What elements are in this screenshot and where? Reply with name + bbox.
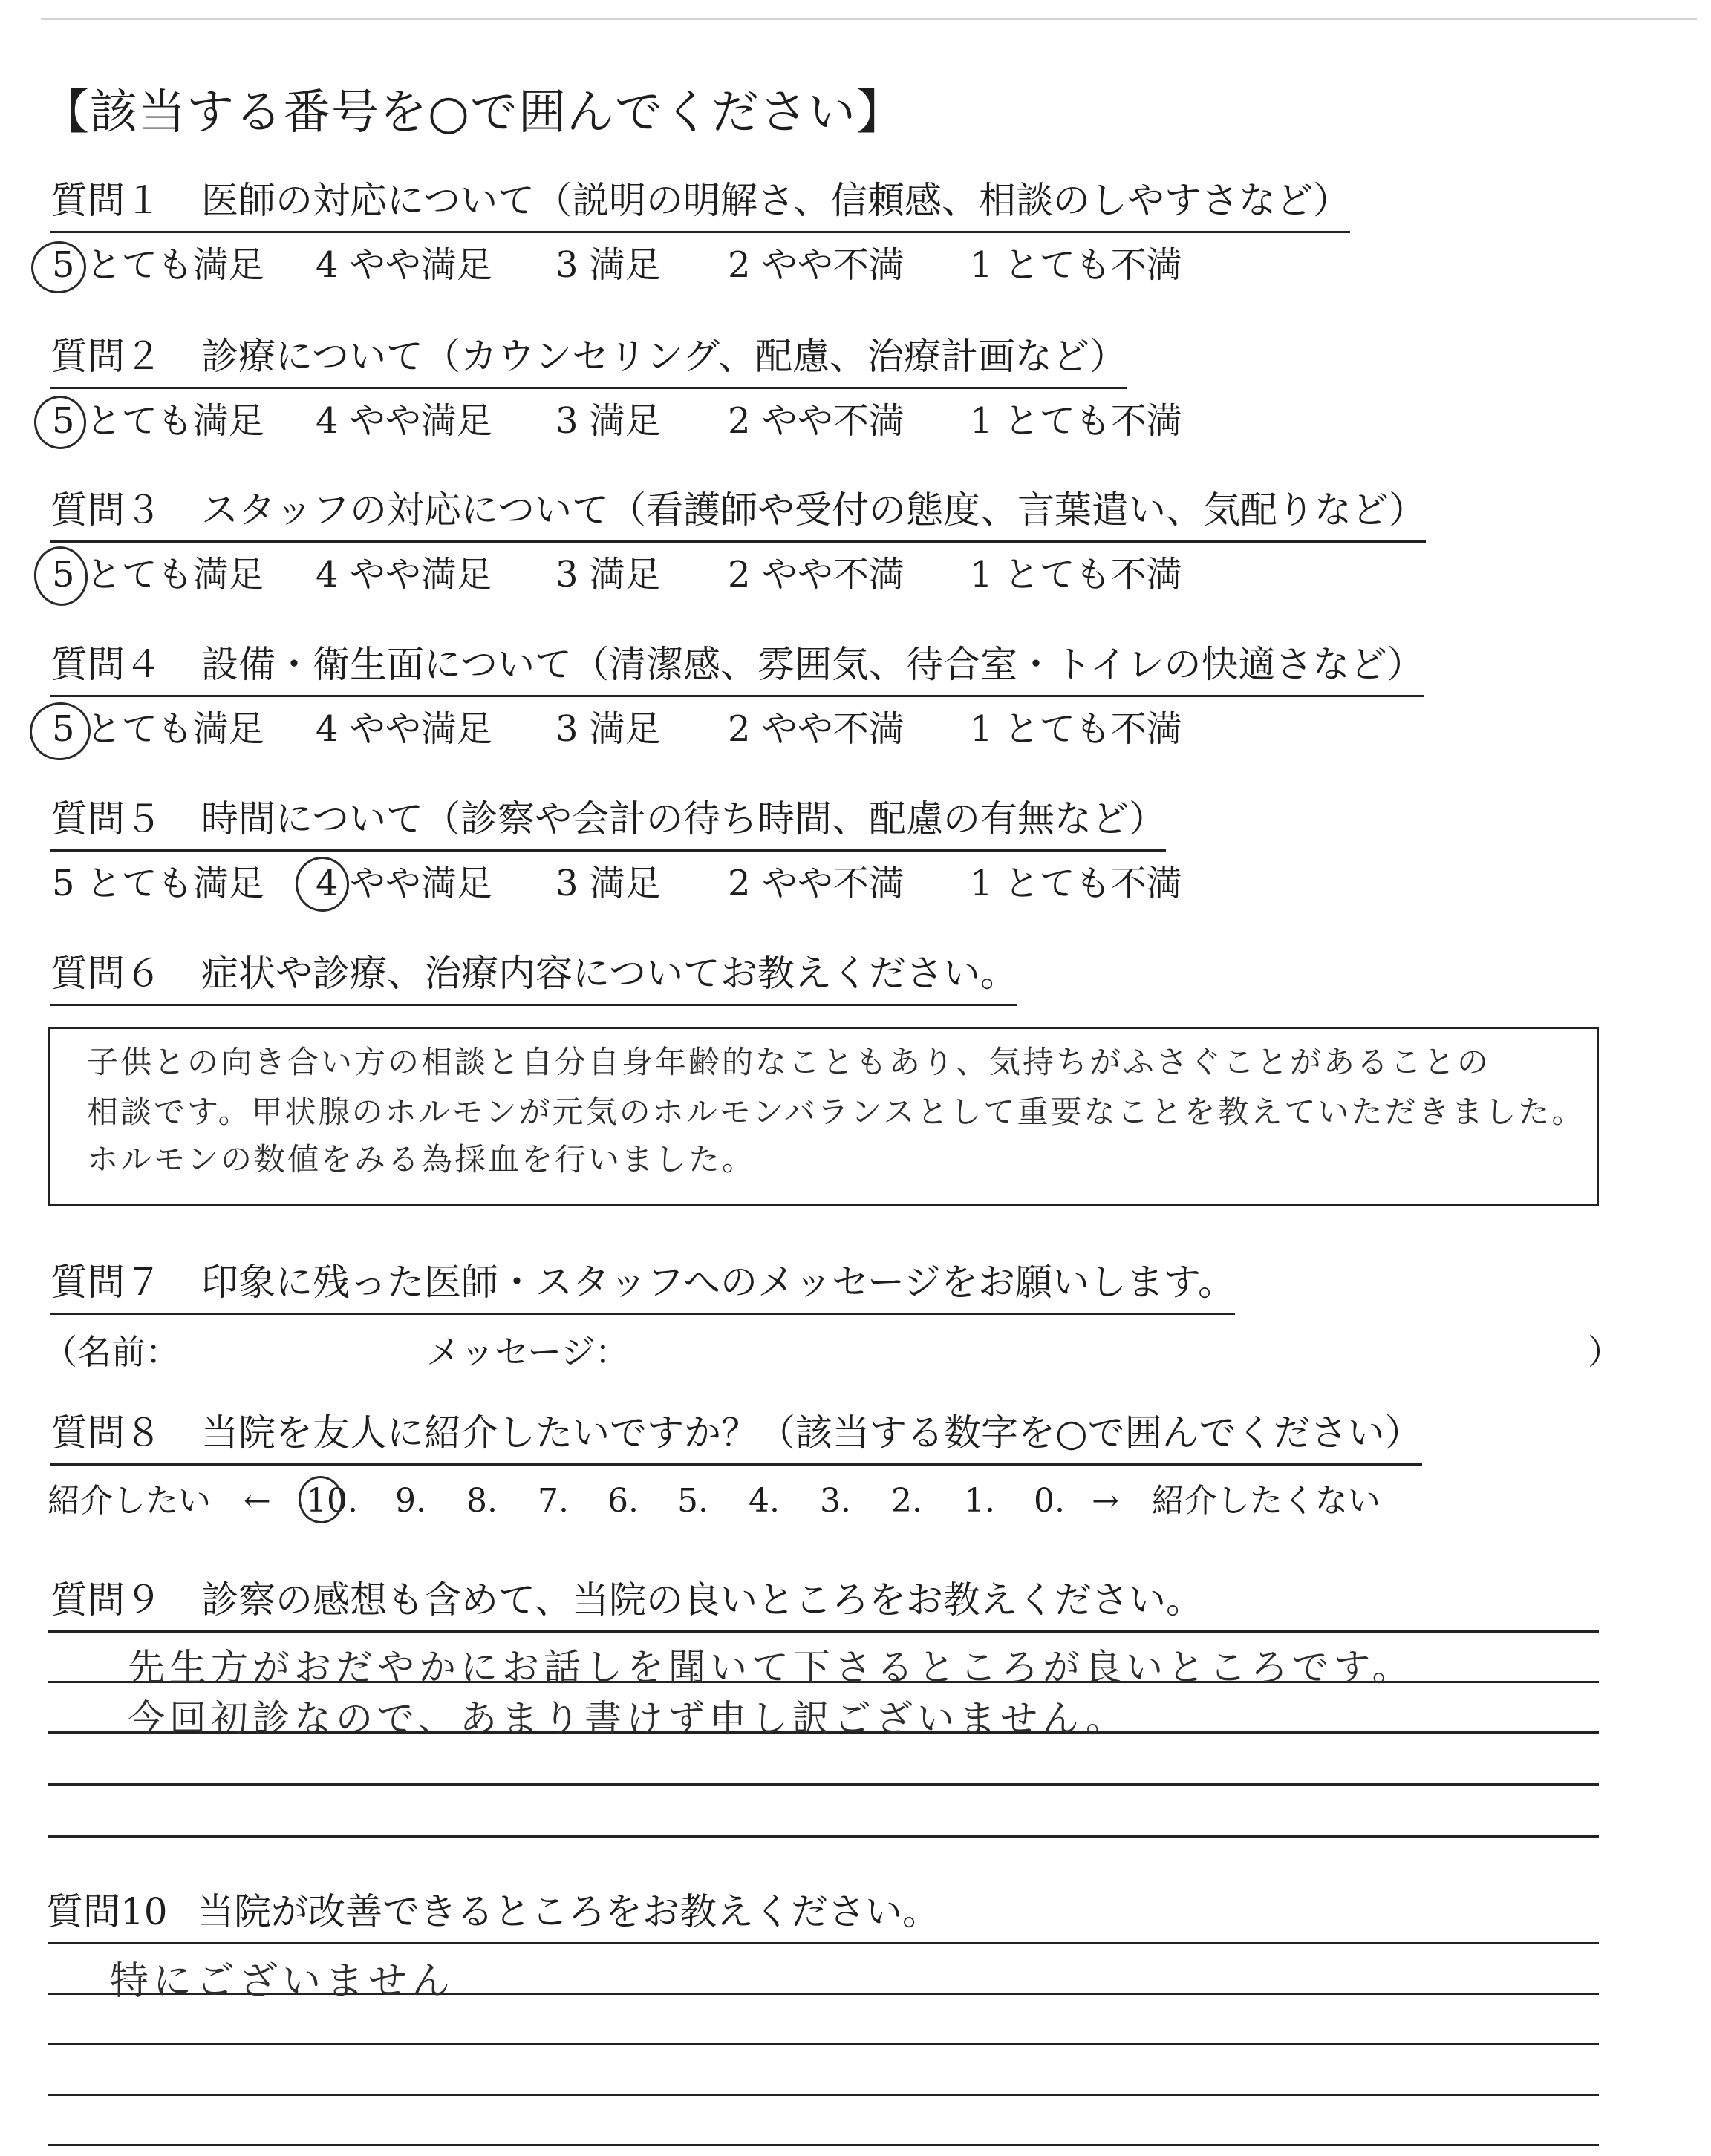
question-1-heading	[50, 174, 1350, 233]
question-7-text: 印象に残った医師・スタッフへのメッセージをお願いします。	[201, 1261, 1235, 1304]
q10-answer-rule-1	[48, 1942, 1599, 1944]
q7-close-paren: ）	[1588, 1332, 1622, 1372]
q5-option-3[interactable]: 3 満足	[555, 863, 661, 904]
q8-scale-9[interactable]: 9.	[395, 1482, 426, 1520]
q8-scale-10[interactable]: 10.	[306, 1482, 358, 1520]
q1-option-1[interactable]: 1 とても不満	[970, 244, 1182, 286]
q4-option-4[interactable]: 4 やや満足	[316, 708, 492, 750]
q8-scale-6[interactable]: 6.	[607, 1482, 639, 1520]
q3-option-2[interactable]: 2 やや不満	[728, 554, 905, 595]
question-10-text: 当院が改善できるところをお教えください。	[197, 1890, 939, 1933]
q3-option-4[interactable]: 4 やや満足	[316, 554, 492, 595]
q9-answer-rule-4	[48, 1783, 1599, 1786]
q3-option-1[interactable]: 1 とても不満	[970, 554, 1182, 595]
q6-answer-line-2: 相談です。甲状腺のホルモンが元気のホルモンバランスとして重要なことを教えていただきました。	[87, 1094, 1585, 1130]
q4-option-5[interactable]: 5 とても満足	[52, 708, 264, 750]
q4-option-2[interactable]: 2 やや不満	[728, 708, 905, 750]
q4-option-3[interactable]: 3 満足	[555, 708, 661, 750]
q5-option-5[interactable]: 5 とても満足	[52, 863, 264, 904]
question-6-answer-box[interactable]	[48, 1027, 1599, 1206]
q1-option-4[interactable]: 4 やや満足	[316, 244, 492, 286]
q1-option-2[interactable]: 2 やや不満	[728, 244, 905, 286]
q8-scale-4[interactable]: 4.	[749, 1482, 780, 1520]
question-8-text: 当院を友人に紹介したいですか？（該当する数字を○で囲んでください）	[201, 1411, 1422, 1454]
question-7-heading	[50, 1256, 1235, 1315]
question-2-text: 診療について（カウンセリング、配慮、治療計画など）	[201, 335, 1127, 378]
q9-answer-rule-5	[48, 1835, 1599, 1838]
question-2-number: 質問２	[50, 335, 162, 378]
q7-message-label: メッセージ：	[426, 1332, 630, 1372]
q6-answer-line-1: 子供との向き合い方の相談と自分自身年齢的なこともあり、気持ちがふさぐことがあることの	[87, 1044, 1491, 1080]
question-4-text: 設備・衛生面について（清潔感、雰囲気、待合室・トイレの快適さなど）	[201, 643, 1424, 686]
q3-option-5[interactable]: 5 とても満足	[52, 554, 264, 595]
question-6-text: 症状や診療、治療内容についてお教えください。	[201, 952, 1017, 995]
q7-name-label: （名前：	[43, 1332, 180, 1372]
question-8-number: 質問８	[50, 1411, 162, 1454]
question-8-heading	[50, 1407, 1422, 1466]
question-6-number: 質問６	[50, 952, 162, 995]
q2-option-4[interactable]: 4 やや満足	[316, 400, 492, 442]
q8-scale-5[interactable]: 5.	[677, 1482, 708, 1520]
q9-answer-rule-1	[48, 1630, 1599, 1633]
question-7-number: 質問７	[50, 1261, 162, 1304]
top-edge-rule	[41, 18, 1697, 20]
question-4-heading	[50, 638, 1424, 697]
q2-option-2[interactable]: 2 やや不満	[728, 400, 905, 442]
q6-answer-line-3: ホルモンの数値をみる為採血を行いました。	[87, 1141, 756, 1177]
question-9-heading	[50, 1574, 1203, 1630]
question-1-text: 医師の対応について（説明の明解さ、信頼感、相談のしやすさなど）	[201, 179, 1350, 222]
q10-answer-line-1: 特にございません	[110, 1959, 455, 2004]
q1-option-3[interactable]: 3 満足	[555, 244, 661, 286]
q2-option-1[interactable]: 1 とても不満	[970, 400, 1182, 442]
q2-option-3[interactable]: 3 満足	[555, 400, 661, 442]
q4-option-1[interactable]: 1 とても不満	[970, 708, 1182, 750]
q8-scale-3[interactable]: 3.	[820, 1482, 851, 1520]
q8-scale-1[interactable]: 1.	[964, 1482, 995, 1520]
question-5-heading	[50, 793, 1166, 852]
question-3-text: スタッフの対応について（看護師や受付の態度、言葉遣い、気配りなど）	[201, 489, 1426, 532]
question-9-number: 質問９	[50, 1578, 162, 1621]
q8-scale-8[interactable]: 8.	[466, 1482, 498, 1520]
question-2-heading	[50, 330, 1127, 389]
q10-answer-rule-5	[48, 2144, 1599, 2146]
question-1-number: 質問１	[50, 179, 162, 222]
question-10-number: 質問10	[46, 1890, 168, 1933]
question-4-number: 質問４	[50, 643, 162, 686]
q9-answer-line-2: 今回初診なので、あまり書けず申し訳ございません。	[128, 1697, 1127, 1740]
question-9-text: 診察の感想も含めて、当院の良いところをお教えください。	[201, 1578, 1203, 1621]
q5-option-2[interactable]: 2 やや不満	[728, 863, 905, 904]
page-title: 【該当する番号を○で囲んでください】	[42, 85, 905, 140]
question-5-text: 時間について（診察や会計の待ち時間、配慮の有無など）	[201, 797, 1166, 840]
question-6-heading	[50, 947, 1017, 1006]
question-5-number: 質問５	[50, 797, 162, 840]
q5-option-1[interactable]: 1 とても不満	[970, 863, 1182, 904]
question-3-heading	[50, 484, 1426, 543]
q8-right-label: → 紹介したくない	[1092, 1482, 1381, 1520]
q1-option-5[interactable]: 5 とても満足	[52, 244, 264, 286]
q8-left-label: 紹介したい ←	[48, 1482, 271, 1520]
question-3-number: 質問３	[50, 489, 162, 532]
q8-scale-0[interactable]: 0.	[1034, 1482, 1065, 1520]
q3-option-3[interactable]: 3 満足	[555, 554, 661, 595]
q8-scale-7[interactable]: 7.	[538, 1482, 569, 1520]
q2-option-5[interactable]: 5 とても満足	[52, 400, 264, 442]
question-10-heading	[46, 1886, 939, 1942]
q5-option-4[interactable]: 4 やや満足	[316, 863, 492, 904]
q10-answer-rule-4	[48, 2094, 1599, 2096]
q9-answer-line-1: 先生方がおだやかにお話しを聞いて下さるところが良いところです。	[128, 1646, 1414, 1689]
q8-scale-2[interactable]: 2.	[891, 1482, 922, 1520]
q10-answer-rule-3	[48, 2043, 1599, 2045]
